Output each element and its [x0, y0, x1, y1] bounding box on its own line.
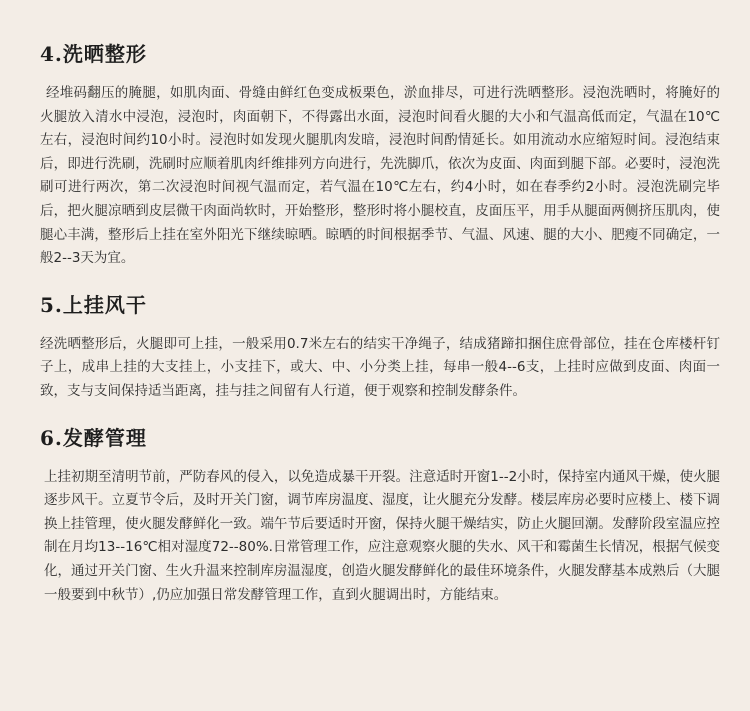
- section-body: 经堆码翻压的腌腿，如肌肉面、骨缝由鲜红色变成板栗色，淤血排尽，可进行洗晒整形。浸泡洗晒时，将腌好的火腿放入清水中浸泡，浸泡时，肉面朝下，不得露出水面，浸泡时间看火腿的大小和气温高低而定，气温在10℃左右，浸泡时间约10小时。浸泡时如发现火腿肌肉发暗，浸泡时间酌情延长。如用流动水应缩短时间。浸泡结束后，即进行洗刷，洗刷时应顺着肌肉纤维排列方向进行，先洗脚爪，依次为皮面、肉面到腿下部。必要时，浸泡洗刷可进行两次，第二次浸泡时间视气温而定，若气温在10℃左右，约4小时，如在春季约2小时。浸泡洗刷完毕后，把火腿凉晒到皮层微干肉面尚软时，开始整形，整形时将小腿校直，皮面压平，用手从腿面两侧挤压肌肉，使腿心丰满，整形后上挂在室外阳光下继续晾晒。晾晒的时间根据季节、气温、风速、腿的大小、肥瘦不同确定，一般2--3天为宜。: [40, 85, 720, 267]
- section-hang-and-dry: [40, 289, 720, 404]
- section-body: 上挂初期至清明节前，严防春风的侵入，以免造成暴干开裂。注意适时开窗1--2小时，保持室内通风干燥，使火腿逐步风干。立夏节令后，及时开关门窗，调节库房温度、湿度，让火腿充分发酵。楼层库房必要时应楼上、楼下调换上挂管理，使火腿发酵鲜化一致。端午节后要适时开窗，保持火腿干燥结实，防止火腿回潮。发酵阶段室温应控制在月均13--16℃相对湿度72--80%.日常管理工作，应注意观察火腿的失水、风干和霉菌生长情况，根据气候变化，通过开关门窗、生火升温来控制库房温湿度，创造火腿发酵鲜化的最佳环境条件，火腿发酵基本成熟后（大腿一般要到中秋节）,仍应加强日常发酵管理工作，直到火腿调出时，方能结束。: [44, 468, 720, 603]
- section-title: 4.洗晒整形: [40, 42, 147, 66]
- section-title: 5.上挂风干: [40, 292, 147, 317]
- section-fermentation-management: [40, 422, 720, 608]
- section-title: 6.发酵管理: [40, 425, 147, 450]
- section-wash-and-shape: [40, 38, 720, 271]
- section-body: 经洗晒整形后，火腿即可上挂，一般采用0.7米左右的结实干净绳子，结成猪蹄扣捆住庶骨部位，挂在仓库楼杆钉子上，成串上挂的大支挂上，小支挂下，或大、中、小分类上挂，每串一般4--6支，上挂时应做到皮面、肉面一致，支与支间保持适当距离，挂与挂之间留有人行道，便于观察和控制发酵条件。: [40, 335, 720, 399]
